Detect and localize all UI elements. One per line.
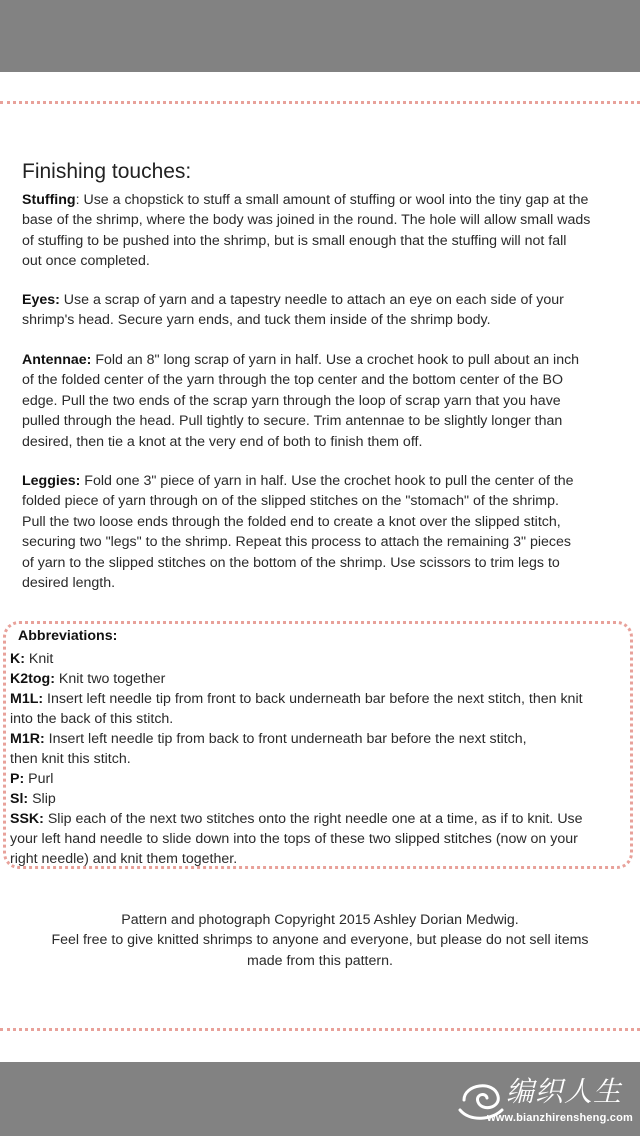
abbreviation-definition: Insert left needle tip from front to back underneath bar before the next stitch, then knit into the back of this stitch. [10,691,583,727]
bottom-dotted-divider [0,1028,640,1031]
section-text: Fold one 3" piece of yarn in half. Use the crochet hook to pull the center of the folded piece of yarn through on of the slipped stitches on the "stomach" of the shrimp. Pull the two loose ends through the folded end to create a knot over the slipped stitch, securing two "legs" to the shrimp. Repeat this process to attach the remaining 3" pieces of yarn to the slipped stitches on the bottom of the shrimp. Use scissors to trim legs to desired length. [22,473,574,592]
page-heading: Finishing touches: [22,160,192,183]
footer-line: Pattern and photograph Copyright 2015 Ashley Dorian Medwig. [121,912,519,928]
abbreviation-definition: Knit [24,651,54,667]
abbreviation-term: K: [10,651,25,667]
abbreviation-item [10,789,634,809]
section-label: Stuffing [22,192,76,208]
abbreviation-term: Sl: [10,791,29,807]
abbreviation-term: P: [10,771,25,787]
abbreviation-definition: Knit two together [54,671,166,687]
abbreviation-item [10,689,634,729]
section-antennae [22,350,634,452]
section-leggies [22,471,634,593]
footer-line: Feel free to give knitted shrimps to anyone and everyone, but please do not sell items [51,932,589,949]
abbreviation-item [10,649,634,669]
section-text: : Use a chopstick to stuff a small amount of stuffing or wool into the tiny gap at the base of the shrimp, where the body was joined in the round. The hole will allow small wads of stuffing to be pushed into the shrimp, but is small enough that the stuffing will not fall out once completed. [22,192,591,270]
abbreviation-item [10,769,634,789]
section-stuffing [22,190,634,272]
abbreviation-term: M1L: [10,691,44,707]
abbreviation-item [10,669,634,689]
top-dotted-divider [0,101,640,104]
abbreviation-term: M1R: [10,731,45,747]
section-label: Leggies: [22,473,81,489]
section-text: Fold an 8" long scrap of yarn in half. Use a crochet hook to pull about an inch of the folded center of the yarn through the top center and the bottom center of the BO edge. Pull the two ends of the scrap yarn through the loop of scrap yarn that you have pulled through the head. Pull tightly to secure. Trim antennae to be slightly longer than desired, then tie a knot at the very end of both to finish them off. [22,352,580,450]
abbreviation-definition: Insert left needle tip from back to front underneath bar before the next stitch, then knit this stitch. [10,731,527,767]
abbreviation-term: SSK: [10,811,44,827]
copyright-footer [0,910,640,971]
abbreviation-definition: Slip each of the next two stitches onto the right needle one at a time, as if to knit. Use your left hand needle to slide down into the tops of these two slipped stitches (now on your right needle) and knit them together. [10,811,583,867]
section-label: Eyes: [22,292,60,308]
footer-line: made from this pattern. [247,952,393,969]
abbreviation-item [10,809,634,869]
top-bar [0,0,640,72]
watermark-url: www.bianzhirensheng.com [487,1112,633,1124]
abbreviation-definition: Purl [24,771,54,787]
watermark-text: 编织人生 [506,1075,623,1108]
section-text: Use a scrap of yarn and a tapestry needle to attach an eye on each side of your shrimp's head. Secure yarn ends, and tuck them inside of the shrimp body. [22,292,564,329]
abbreviations-title: Abbreviations: [18,628,118,644]
section-label: Antennae: [22,352,92,368]
abbreviation-item [10,729,634,769]
abbreviations-list [10,649,634,869]
abbreviation-definition: Slip [28,791,56,807]
abbreviation-term: K2tog: [10,671,55,687]
section-eyes [22,290,634,331]
